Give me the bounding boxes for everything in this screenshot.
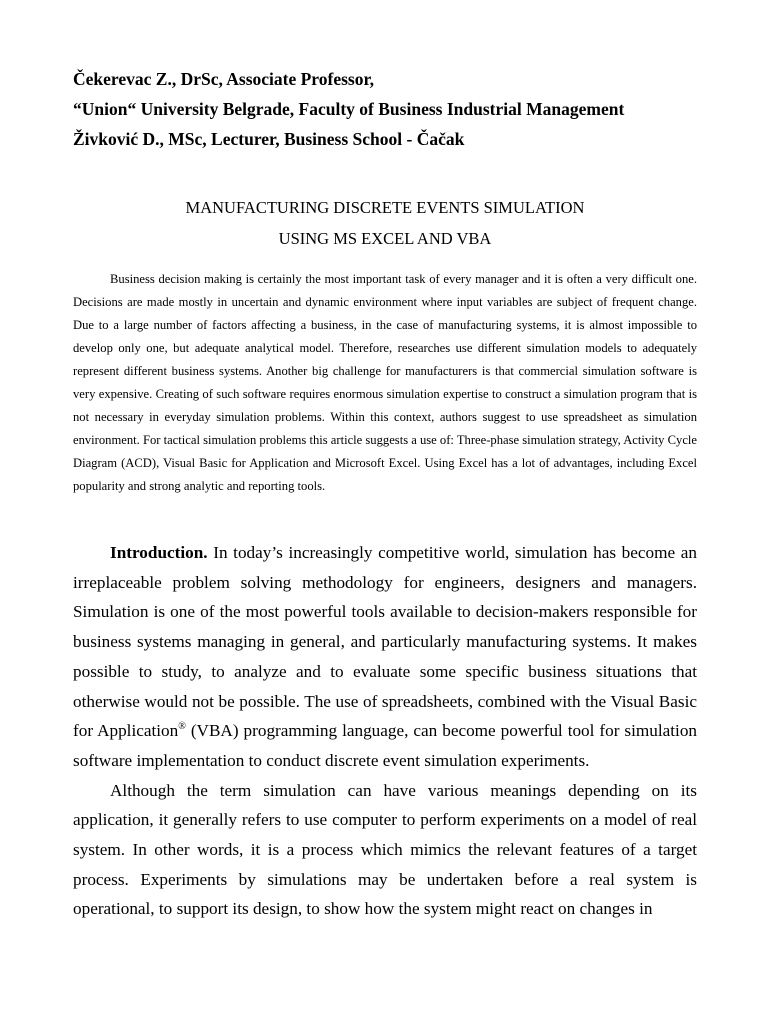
introduction-text-part-2: (VBA) programming language, can become powerful tool for simulation software implementation to conduct discrete event simulation experiments. (73, 721, 698, 770)
author-line-1: Čekerevac Z., DrSc, Associate Professor, (73, 69, 375, 89)
introduction-text-part-1: In today’s increasingly competitive world, simulation has become an irreplaceable problem solving methodology for engineers, designers and managers. Simulation is one of the most powerful tools available to decision-makers responsible for business systems managing in general, and particularly manufacturing systems. It makes possible to study, to analyze and to evaluate some specific business situations that otherwise would not be possible. The use of spreadsheets, combined with the Visual Basic for Application (73, 543, 697, 741)
introduction-label: Introduction. (110, 543, 208, 562)
registered-mark: ® (178, 721, 186, 733)
paper-title (73, 192, 697, 254)
author-block (73, 64, 713, 154)
title-line-2: USING MS EXCEL AND VBA (278, 229, 492, 248)
introduction-paragraph (73, 538, 697, 776)
body-text (73, 538, 697, 924)
author-line-2: “Union“ University Belgrade, Faculty of Business Industrial Management (73, 99, 625, 119)
abstract-paragraph: Business decision making is certainly the most important task of every manager and it is often a very difficult one. Decisions are made mostly in uncertain and dynamic environment where input variables are subject of frequent change. Due to a large number of factors affecting a business, in the case of manufacturing systems, it is almost impossible to develop only one, but adequate analytical model. Therefore, researches use different simulation models to adequately represent different business systems. Another big challenge for manufacturers is that commercial simulation software is very expensive. Creating of such software requires enormous simulation expertise to construct a simulation program that is not necessary in everyday simulation problems. Within this context, authors suggest to use spreadsheet as simulation environment. For tactical simulation problems this article suggests a use of: Three-phase simulation strategy, Activity Cycle Diagram (ACD), Visual Basic for Application and Microsoft Excel. Using Excel has a lot of advantages, including Excel popularity and strong analytic and reporting tools. (73, 272, 697, 493)
author-line-3: Živković D., MSc, Lecturer, Business School - Čačak (73, 129, 465, 149)
body-paragraph-2: Although the term simulation can have various meanings depending on its application, it generally refers to use computer to perform experiments on a model of real system. In other words, it is a process which mimics the relevant features of a target process. Experiments by simulations may be undertaken before a real system is operational, to support its design, to show how the system might react on changes in (73, 780, 697, 919)
title-line-1: MANUFACTURING DISCRETE EVENTS SIMULATION (185, 198, 585, 217)
